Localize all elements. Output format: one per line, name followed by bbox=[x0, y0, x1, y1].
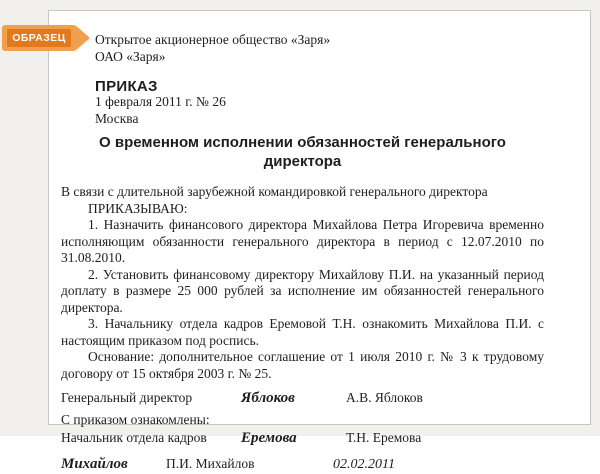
acknowledgement-date: 02.02.2011 bbox=[333, 456, 395, 472]
order-item-3: 3. Начальнику отдела кадров Еремовой Т.Н. ознакомить Михайлова П.И. с настоящим приказом под роспись. bbox=[61, 316, 544, 348]
director-label: Генеральный директор bbox=[61, 390, 193, 405]
doc-title: О временном исполнении обязанностей генерального директора bbox=[99, 134, 506, 170]
doc-heading-block bbox=[95, 79, 544, 127]
sample-badge bbox=[2, 25, 90, 51]
signature-row-hr bbox=[61, 429, 544, 447]
order-word: ПРИКАЗЫВАЮ: bbox=[88, 200, 188, 216]
org-name-short: ОАО «Заря» bbox=[95, 48, 166, 64]
org-header bbox=[95, 32, 544, 65]
hr-signature: Еремова bbox=[241, 429, 297, 446]
basis-paragraph: Основание: дополнительное соглашение от 1 июля 2010 г. № 3 к трудовому договору от 15 октября 2003 г. № 25. bbox=[61, 349, 544, 381]
director-signature: Яблоков bbox=[241, 390, 295, 406]
order-item-2: 2. Установить финансовому директору Михайлову П.И. на указанный период доплату в размере 25 000 рублей за исполнение им обязанностей генерального директора. bbox=[61, 266, 544, 315]
sample-badge-arrow-icon bbox=[75, 25, 90, 51]
sample-badge-label: ОБРАЗЕЦ bbox=[12, 32, 66, 44]
acknowledgement-line: С приказом ознакомлены: bbox=[61, 412, 210, 427]
signature-row-employee bbox=[61, 455, 544, 474]
doc-city: Москва bbox=[95, 110, 139, 126]
director-name: А.В. Яблоков bbox=[346, 390, 423, 405]
doc-type-heading: ПРИКАЗ bbox=[95, 78, 158, 95]
intro-paragraph: В связи с длительной зарубежной командировкой генерального директора bbox=[61, 184, 488, 199]
hr-label: Начальник отдела кадров bbox=[61, 429, 207, 445]
signature-row-director bbox=[61, 389, 544, 407]
doc-date-number: 1 февраля 2011 г. № 26 bbox=[95, 94, 226, 109]
doc-body bbox=[61, 184, 544, 382]
document-page bbox=[48, 10, 591, 472]
hr-name: Т.Н. Еремова bbox=[346, 429, 422, 445]
org-name-full: Открытое акционерное общество «Заря» bbox=[95, 32, 331, 47]
order-item-1: 1. Назначить финансового директора Михайлова Петра Игоревича временно исполняющим обязанности генерального директора в период с 12.07.2010 по 31.08.2010. bbox=[61, 217, 544, 265]
sample-badge-plate bbox=[7, 29, 71, 47]
employee-signature: Михайлов bbox=[61, 455, 128, 472]
employee-name: П.И. Михайлов bbox=[166, 455, 255, 471]
